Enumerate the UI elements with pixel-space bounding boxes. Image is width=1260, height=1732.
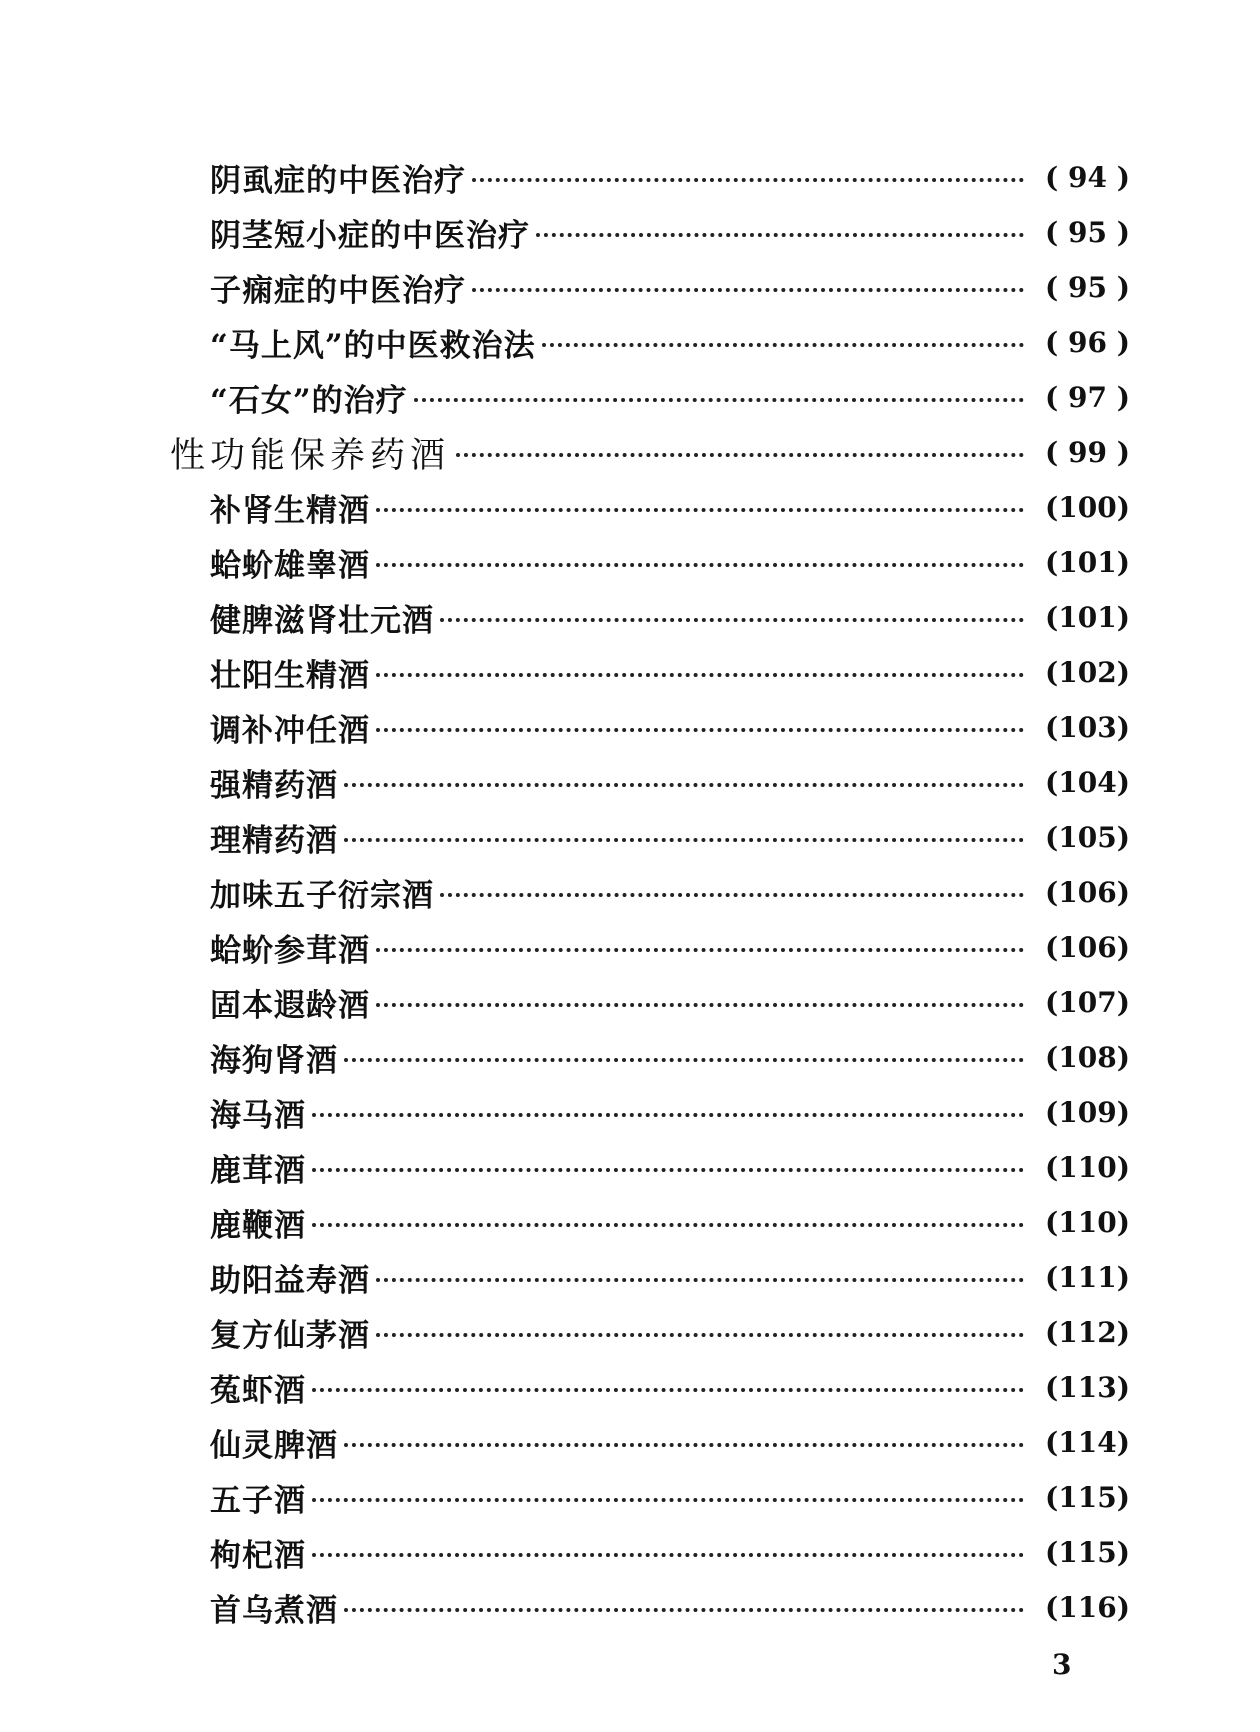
toc-entry-title: 强精药酒	[210, 768, 338, 804]
toc-entry-page: (109)	[1045, 1096, 1130, 1129]
toc-entry-title: 首乌煮酒	[210, 1593, 338, 1629]
toc-entry-title: 阴茎短小症的中医治疗	[210, 218, 530, 254]
toc-dot-leader	[312, 1168, 1024, 1172]
toc-entry-page: (111)	[1045, 1261, 1130, 1294]
toc-dot-leader	[376, 508, 1024, 512]
toc-entry-page: ( 95 )	[1045, 271, 1130, 304]
toc-entry	[170, 700, 1130, 755]
toc-entry-title: 理精药酒	[210, 823, 338, 859]
toc-dot-leader	[542, 343, 1024, 347]
toc-entry	[170, 590, 1130, 645]
toc-entry-title: 健脾滋肾壮元酒	[210, 603, 434, 639]
toc-entry-page: (115)	[1045, 1481, 1130, 1514]
toc-entry-title: 补肾生精酒	[210, 493, 370, 529]
toc-entry-title: 阴虱症的中医治疗	[210, 163, 466, 199]
toc-entry-page: (107)	[1045, 986, 1130, 1019]
toc-entry	[170, 315, 1130, 370]
toc-entry-title: 菟虾酒	[210, 1373, 306, 1409]
toc-dot-leader	[440, 618, 1024, 622]
toc-entry-page: (101)	[1045, 601, 1130, 634]
toc-entry	[170, 370, 1130, 425]
toc-entry-page: (105)	[1045, 821, 1130, 854]
toc-dot-leader	[312, 1388, 1024, 1392]
toc-entry-page: (115)	[1045, 1536, 1130, 1569]
toc-entry	[170, 810, 1130, 865]
toc-entry	[170, 1250, 1130, 1305]
toc-dot-leader	[440, 893, 1024, 897]
toc-entry	[170, 865, 1130, 920]
toc-dot-leader	[376, 1333, 1024, 1337]
toc-entry-page: (102)	[1045, 656, 1130, 689]
toc-entry	[170, 1580, 1130, 1635]
toc-entry	[170, 1415, 1130, 1470]
toc-entry	[170, 205, 1130, 260]
toc-entry-page: (106)	[1045, 876, 1130, 909]
toc-entry	[170, 480, 1130, 535]
toc-entry-page: (101)	[1045, 546, 1130, 579]
toc-section-title: 性功能保养药酒	[170, 435, 451, 476]
table-of-contents	[170, 150, 1130, 1635]
toc-entry-page: (114)	[1045, 1426, 1130, 1459]
toc-entry	[170, 150, 1130, 205]
toc-entry-page: ( 96 )	[1045, 326, 1130, 359]
toc-dot-leader	[344, 1608, 1024, 1612]
toc-entry-page: (100)	[1045, 491, 1130, 524]
toc-entry	[170, 645, 1130, 700]
toc-dot-leader	[536, 233, 1024, 237]
toc-entry-title: 复方仙茅酒	[210, 1318, 370, 1354]
toc-section-page: ( 99 )	[1045, 436, 1130, 469]
toc-entry-title: 五子酒	[210, 1483, 306, 1519]
toc-dot-leader	[312, 1113, 1024, 1117]
toc-entry-title: 助阳益寿酒	[210, 1263, 370, 1299]
toc-entry	[170, 1140, 1130, 1195]
toc-dot-leader	[414, 398, 1024, 402]
toc-entry-page: (108)	[1045, 1041, 1130, 1074]
toc-dot-leader	[376, 563, 1024, 567]
toc-dot-leader	[376, 1003, 1024, 1007]
toc-entry-title: “石女”的治疗	[210, 383, 408, 419]
toc-dot-leader	[312, 1553, 1024, 1557]
toc-entry	[170, 535, 1130, 590]
toc-entry	[170, 1085, 1130, 1140]
toc-entry-page: (110)	[1045, 1151, 1130, 1184]
toc-entry-title: 固本遐龄酒	[210, 988, 370, 1024]
toc-dot-leader	[344, 1058, 1024, 1062]
toc-entry-title: 壮阳生精酒	[210, 658, 370, 694]
toc-dot-leader	[376, 1278, 1024, 1282]
toc-entry-title: 调补冲任酒	[210, 713, 370, 749]
toc-entry	[170, 1470, 1130, 1525]
toc-entry-page: ( 97 )	[1045, 381, 1130, 414]
toc-dot-leader	[376, 673, 1024, 677]
toc-entry-title: 枸杞酒	[210, 1538, 306, 1574]
toc-entry-title: 鹿茸酒	[210, 1153, 306, 1189]
toc-entry-page: (116)	[1045, 1591, 1130, 1624]
toc-entry-page: (106)	[1045, 931, 1130, 964]
toc-entry-page: (104)	[1045, 766, 1130, 799]
toc-dot-leader	[472, 178, 1024, 182]
toc-entry-page: (113)	[1045, 1371, 1130, 1404]
toc-entry-title: 海狗肾酒	[210, 1043, 338, 1079]
toc-entry	[170, 1030, 1130, 1085]
toc-entry	[170, 1195, 1130, 1250]
page-number: 3	[1052, 1648, 1072, 1681]
toc-entry	[170, 1360, 1130, 1415]
toc-entry-title: 仙灵脾酒	[210, 1428, 338, 1464]
toc-dot-leader	[344, 783, 1024, 787]
toc-entry	[170, 1305, 1130, 1360]
toc-entry-title: 海马酒	[210, 1098, 306, 1134]
toc-entry	[170, 975, 1130, 1030]
toc-entry-title: 鹿鞭酒	[210, 1208, 306, 1244]
toc-dot-leader	[344, 838, 1024, 842]
toc-entry	[170, 920, 1130, 975]
toc-dot-leader	[472, 288, 1024, 292]
toc-dot-leader	[376, 728, 1024, 732]
toc-dot-leader	[376, 948, 1024, 952]
toc-dot-leader	[312, 1498, 1024, 1502]
toc-entry-title: 加味五子衍宗酒	[210, 878, 434, 914]
toc-entry-page: (103)	[1045, 711, 1130, 744]
toc-entry-title: 子痫症的中医治疗	[210, 273, 466, 309]
toc-entry-title: “马上风”的中医救治法	[210, 328, 536, 364]
toc-section-heading	[170, 425, 1130, 480]
toc-entry-page: ( 94 )	[1045, 161, 1130, 194]
toc-entry-page: (110)	[1045, 1206, 1130, 1239]
toc-entry-title: 蛤蚧雄睾酒	[210, 548, 370, 584]
toc-entry	[170, 260, 1130, 315]
toc-dot-leader	[312, 1223, 1024, 1227]
toc-dot-leader	[344, 1443, 1024, 1447]
toc-entry	[170, 1525, 1130, 1580]
toc-dot-leader	[456, 453, 1024, 457]
toc-entry	[170, 755, 1130, 810]
toc-entry-page: (112)	[1045, 1316, 1130, 1349]
toc-entry-title: 蛤蚧参茸酒	[210, 933, 370, 969]
toc-entry-page: ( 95 )	[1045, 216, 1130, 249]
